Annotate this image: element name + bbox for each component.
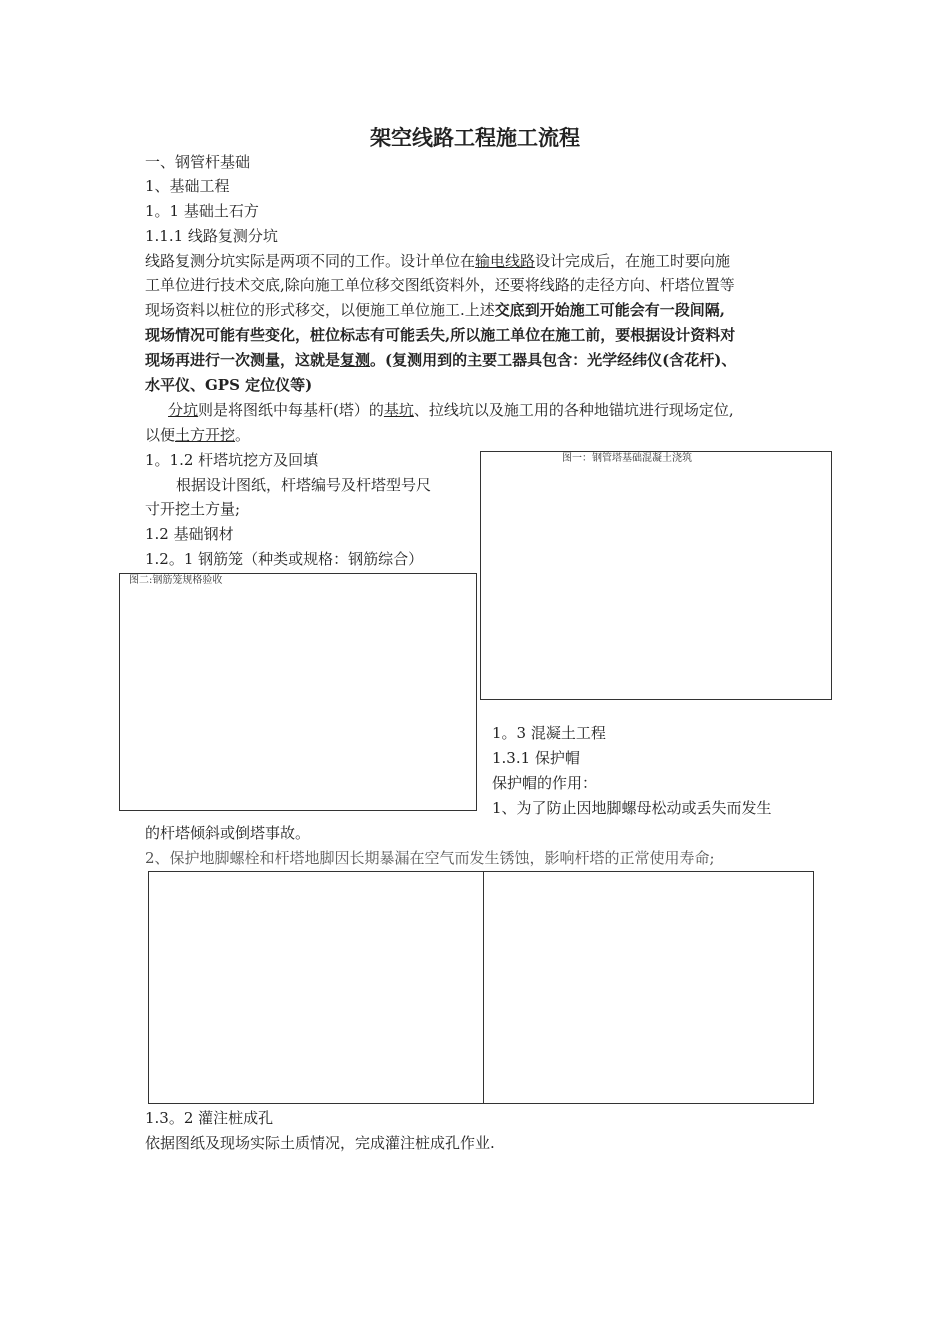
section-heading-1: 一、钢管杆基础	[145, 153, 251, 171]
para3-line1: 根据设计图纸，杆塔编号及杆塔型号尺	[176, 476, 432, 494]
section-heading-1-2: 1.2 基础钢材	[145, 525, 234, 543]
section-heading-1-3-1: 1.3.1 保护帽	[492, 749, 580, 767]
para1-bold-text: 现场再进行一次测量，这就是	[145, 351, 341, 369]
section-heading-1-3: 1。3 混凝土工程	[492, 724, 606, 742]
para2-text: 。	[235, 426, 251, 444]
role-item-1-line1: 1、为了防止因地脚螺母松动或丢失而发生	[492, 799, 772, 817]
para1-text: 线路复测分坑实际是两项不同的工作。设计单位在	[145, 252, 476, 270]
para1-line6: 水平仪、GPS 定位仪等)	[145, 376, 313, 394]
section-heading-1-1-1: 1。1 基础土石方	[145, 202, 259, 220]
para-last: 依据图纸及现场实际土质情况，完成灌注桩成孔作业.	[145, 1134, 495, 1152]
link-earth-excavation[interactable]: 土方开挖	[175, 426, 236, 444]
para1-text: 现场资料以桩位的形式移交，以便施工单位施工.上述	[145, 301, 495, 319]
para2-line2	[145, 423, 250, 447]
link-pit-division[interactable]: 分坑	[168, 401, 199, 419]
role-item-1-line2: 的杆塔倾斜或倒塔事故。	[145, 824, 311, 842]
para2-text: 以便	[145, 426, 176, 444]
para1-line5	[145, 348, 736, 372]
link-foundation-pit[interactable]: 基坑	[383, 401, 414, 419]
figure-2-frame	[119, 573, 477, 811]
section-heading-1-1: 1、基础工程	[145, 177, 230, 195]
section-heading-1-1-1-1: 1.1.1 线路复测分坑	[145, 227, 278, 245]
protective-cap-role-label: 保护帽的作用：	[492, 774, 598, 792]
figure-1-frame	[480, 451, 832, 700]
para1-line4: 现场情况可能有些变化，桩位标志有可能丢失,所以施工单位在施工前，要根据设计资料对	[145, 326, 736, 344]
figure-2-caption: 图二:钢筋笼规格验收	[129, 575, 223, 586]
para1-line2: 工单位进行技术交底,除向施工单位移交图纸资料外，还要将线路的走径方向、杆塔位置等	[145, 276, 735, 294]
role-item-2: 2、保护地脚螺栓和杆塔地脚因长期暴漏在空气而发生锈蚀，影响杆塔的正常使用寿命;	[145, 849, 715, 867]
figure-1-caption: 图一：钢管塔基础混凝土浇筑	[562, 453, 692, 464]
link-resurvey[interactable]: 复测	[340, 351, 371, 369]
para2-line1	[168, 398, 734, 422]
para1-line1	[145, 249, 730, 273]
link-transmission-line[interactable]: 输电线路	[475, 252, 536, 270]
para1-bold-text: 。(复测用到的主要工器具包含：光学经纬仪(含花杆)、	[370, 351, 737, 369]
para2-text: 、拉线坑以及施工用的各种地锚坑进行现场定位,	[413, 401, 734, 419]
para1-bold-text: 交底到开始施工可能会有一段间隔,	[494, 301, 726, 319]
image-pair-frame	[148, 871, 814, 1104]
para1-text: 设计完成后，在施工时要向施	[535, 252, 731, 270]
document-title: 架空线路工程施工流程	[370, 125, 580, 150]
para2-text: 则是将图纸中每基杆(塔）的	[198, 401, 384, 419]
para3-line2: 寸开挖土方量;	[145, 500, 241, 518]
section-heading-1-1-2: 1。1.2 杆塔坑挖方及回填	[145, 451, 319, 469]
section-heading-1-2-1: 1.2。1 钢筋笼（种类或规格：钢筋综合）	[145, 550, 424, 568]
image-pair-divider	[483, 872, 484, 1103]
para1-line3	[145, 298, 725, 322]
section-heading-1-3-2: 1.3。2 灌注桩成孔	[145, 1109, 274, 1127]
